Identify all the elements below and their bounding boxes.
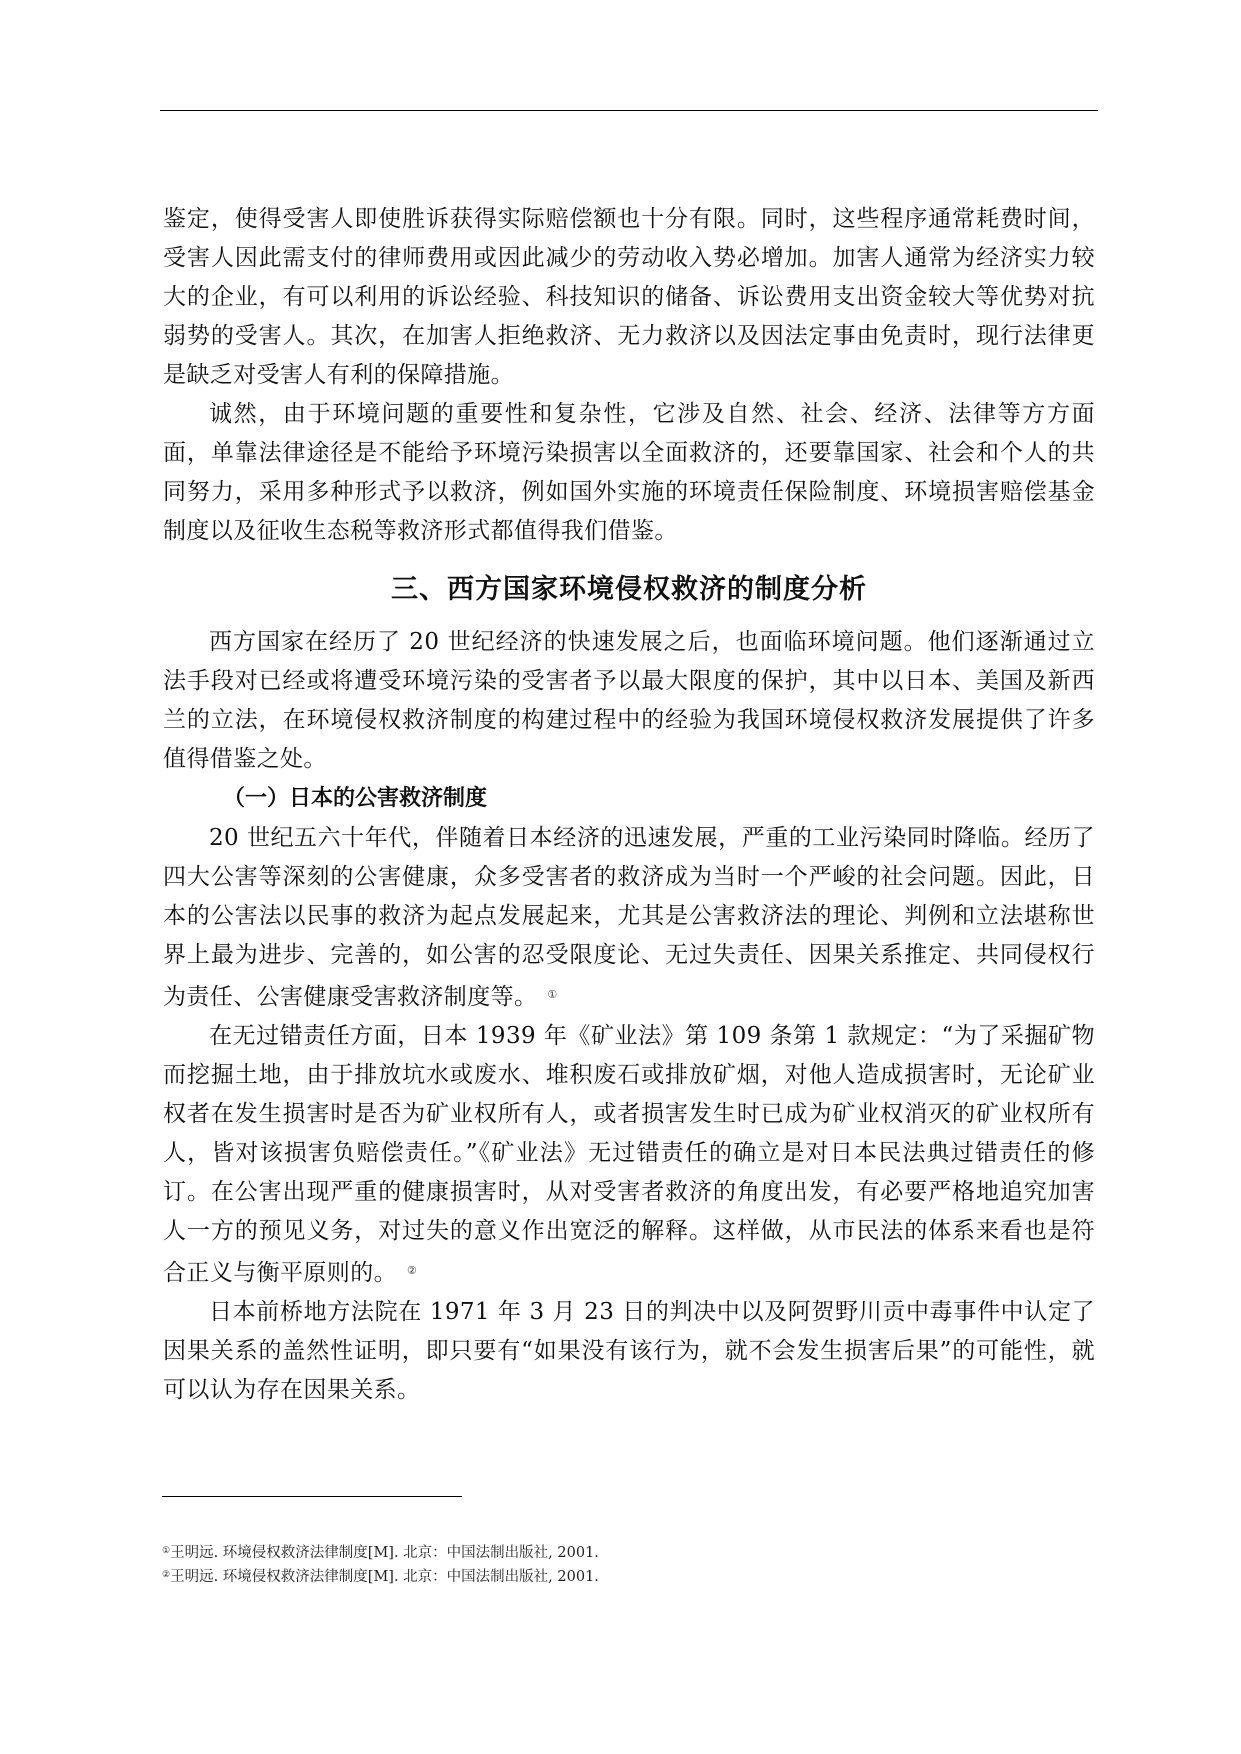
header-rule	[160, 110, 1098, 111]
subsection-title: （一）日本的公害救济制度	[223, 786, 488, 811]
paragraph-causation: 日本前桥地方法院在 1971 年 3 月 23 日的判决中以及阿贺野川贡中毒事件中认定了因果关系的盖然性证明，即只要有“如果没有该行为，就不会发生损害后果”的可能性，就可以认为存在因果关系。	[163, 1299, 1095, 1403]
paragraph-japan-pollution-text: 20 世纪五六十年代，伴随着日本经济的迅速发展，严重的工业污染同时降临。经历了四大公害等深刻的公害健康，众多受害者的救济成为当时一个严峻的社会问题。因此，日本的公害法以民事的救济为起点发展起来，尤其是公害救济法的理论、判例和立法堪称世界上最为进步、完善的，如公害的忍受限度论、无过失责任、因果关系推定、共同侵权行为责任、公害健康受害救济制度等。	[163, 825, 1095, 1010]
paragraph-no-fault-liability	[163, 1017, 1095, 1293]
paragraph-indeed: 诚然，由于环境问题的重要性和复杂性，它涉及自然、社会、经济、法律等方方面面，单靠法律途径是不能给予环境污染损害以全面救济的，还要靠国家、社会和个人的共同努力，采用多种形式予以救济，例如国外实施的环境责任保险制度、环境损害赔偿基金制度以及征收生态税等救济形式都值得我们借鉴。	[163, 401, 1095, 544]
footnote-rule	[162, 1496, 462, 1497]
footnote-2	[162, 1564, 1062, 1588]
paragraph-no-fault-liability-text: 在无过错责任方面，日本 1939 年《矿业法》第 109 条第 1 款规定：“为了采掘矿物而挖掘土地，由于排放坑水或废水、堆积废石或排放矿烟，对他人造成损害时，无论矿业权者在发生损害时是否为矿业权所有人，或者损害发生时已成为矿业权消灭的矿业权所有人，皆对该损害负赔偿责任。”《矿业法》无过错责任的确立是对日本民法典过错责任的修订。在公害出现严重的健康损害时，从对受害者救济的角度出发，有必要严格地追究加害人一方的预见义务，对过失的意义作出宽泛的解释。这样做，从市民法的体系来看也是符合正义与衡平原则的。	[163, 1023, 1095, 1286]
paragraph-continuation: 鉴定，使得受害人即使胜诉获得实际赔偿额也十分有限。同时，这些程序通常耗费时间，受害人因此需支付的律师费用或因此减少的劳动收入势必增加。加害人通常为经济实力较大的企业，有可以利用的诉讼经验、科技知识的储备、诉讼费用支出资金较大等优势对抗弱势的受害人。其次，在加害人拒绝救济、无力救济以及因法定事由免责时，现行法律更是缺乏对受害人有利的保障措施。	[163, 206, 1095, 388]
footnote-ref-2[interactable]: ②	[407, 1264, 418, 1277]
footnote-mark-1: ①	[162, 1546, 171, 1556]
footnote-ref-1[interactable]: ①	[547, 988, 558, 1001]
paragraph-section-intro: 西方国家在经历了 20 世纪经济的快速发展之后，也面临环境问题。他们逐渐通过立法手段对已经或将遭受环境污染的受害者予以最大限度的保护，其中以日本、美国及新西兰的立法，在环境侵权救济制度的构建过程中的经验为我国环境侵权救济发展提供了许多值得借鉴之处。	[163, 629, 1095, 772]
footnote-text-2: 王明远. 环境侵权救济法律制度[M]. 北京：中国法制出版社, 2001.	[170, 1569, 599, 1585]
footnote-1	[162, 1540, 1062, 1564]
section-title: 三、西方国家环境侵权救济的制度分析	[391, 574, 867, 605]
paragraph-japan-pollution	[163, 819, 1095, 1017]
footnotes	[162, 1540, 1062, 1588]
footnote-text-1: 王明远. 环境侵权救济法律制度[M]. 北京：中国法制出版社, 2001.	[170, 1545, 599, 1561]
page-body	[163, 200, 1095, 1410]
footnote-mark-2: ②	[162, 1570, 171, 1580]
